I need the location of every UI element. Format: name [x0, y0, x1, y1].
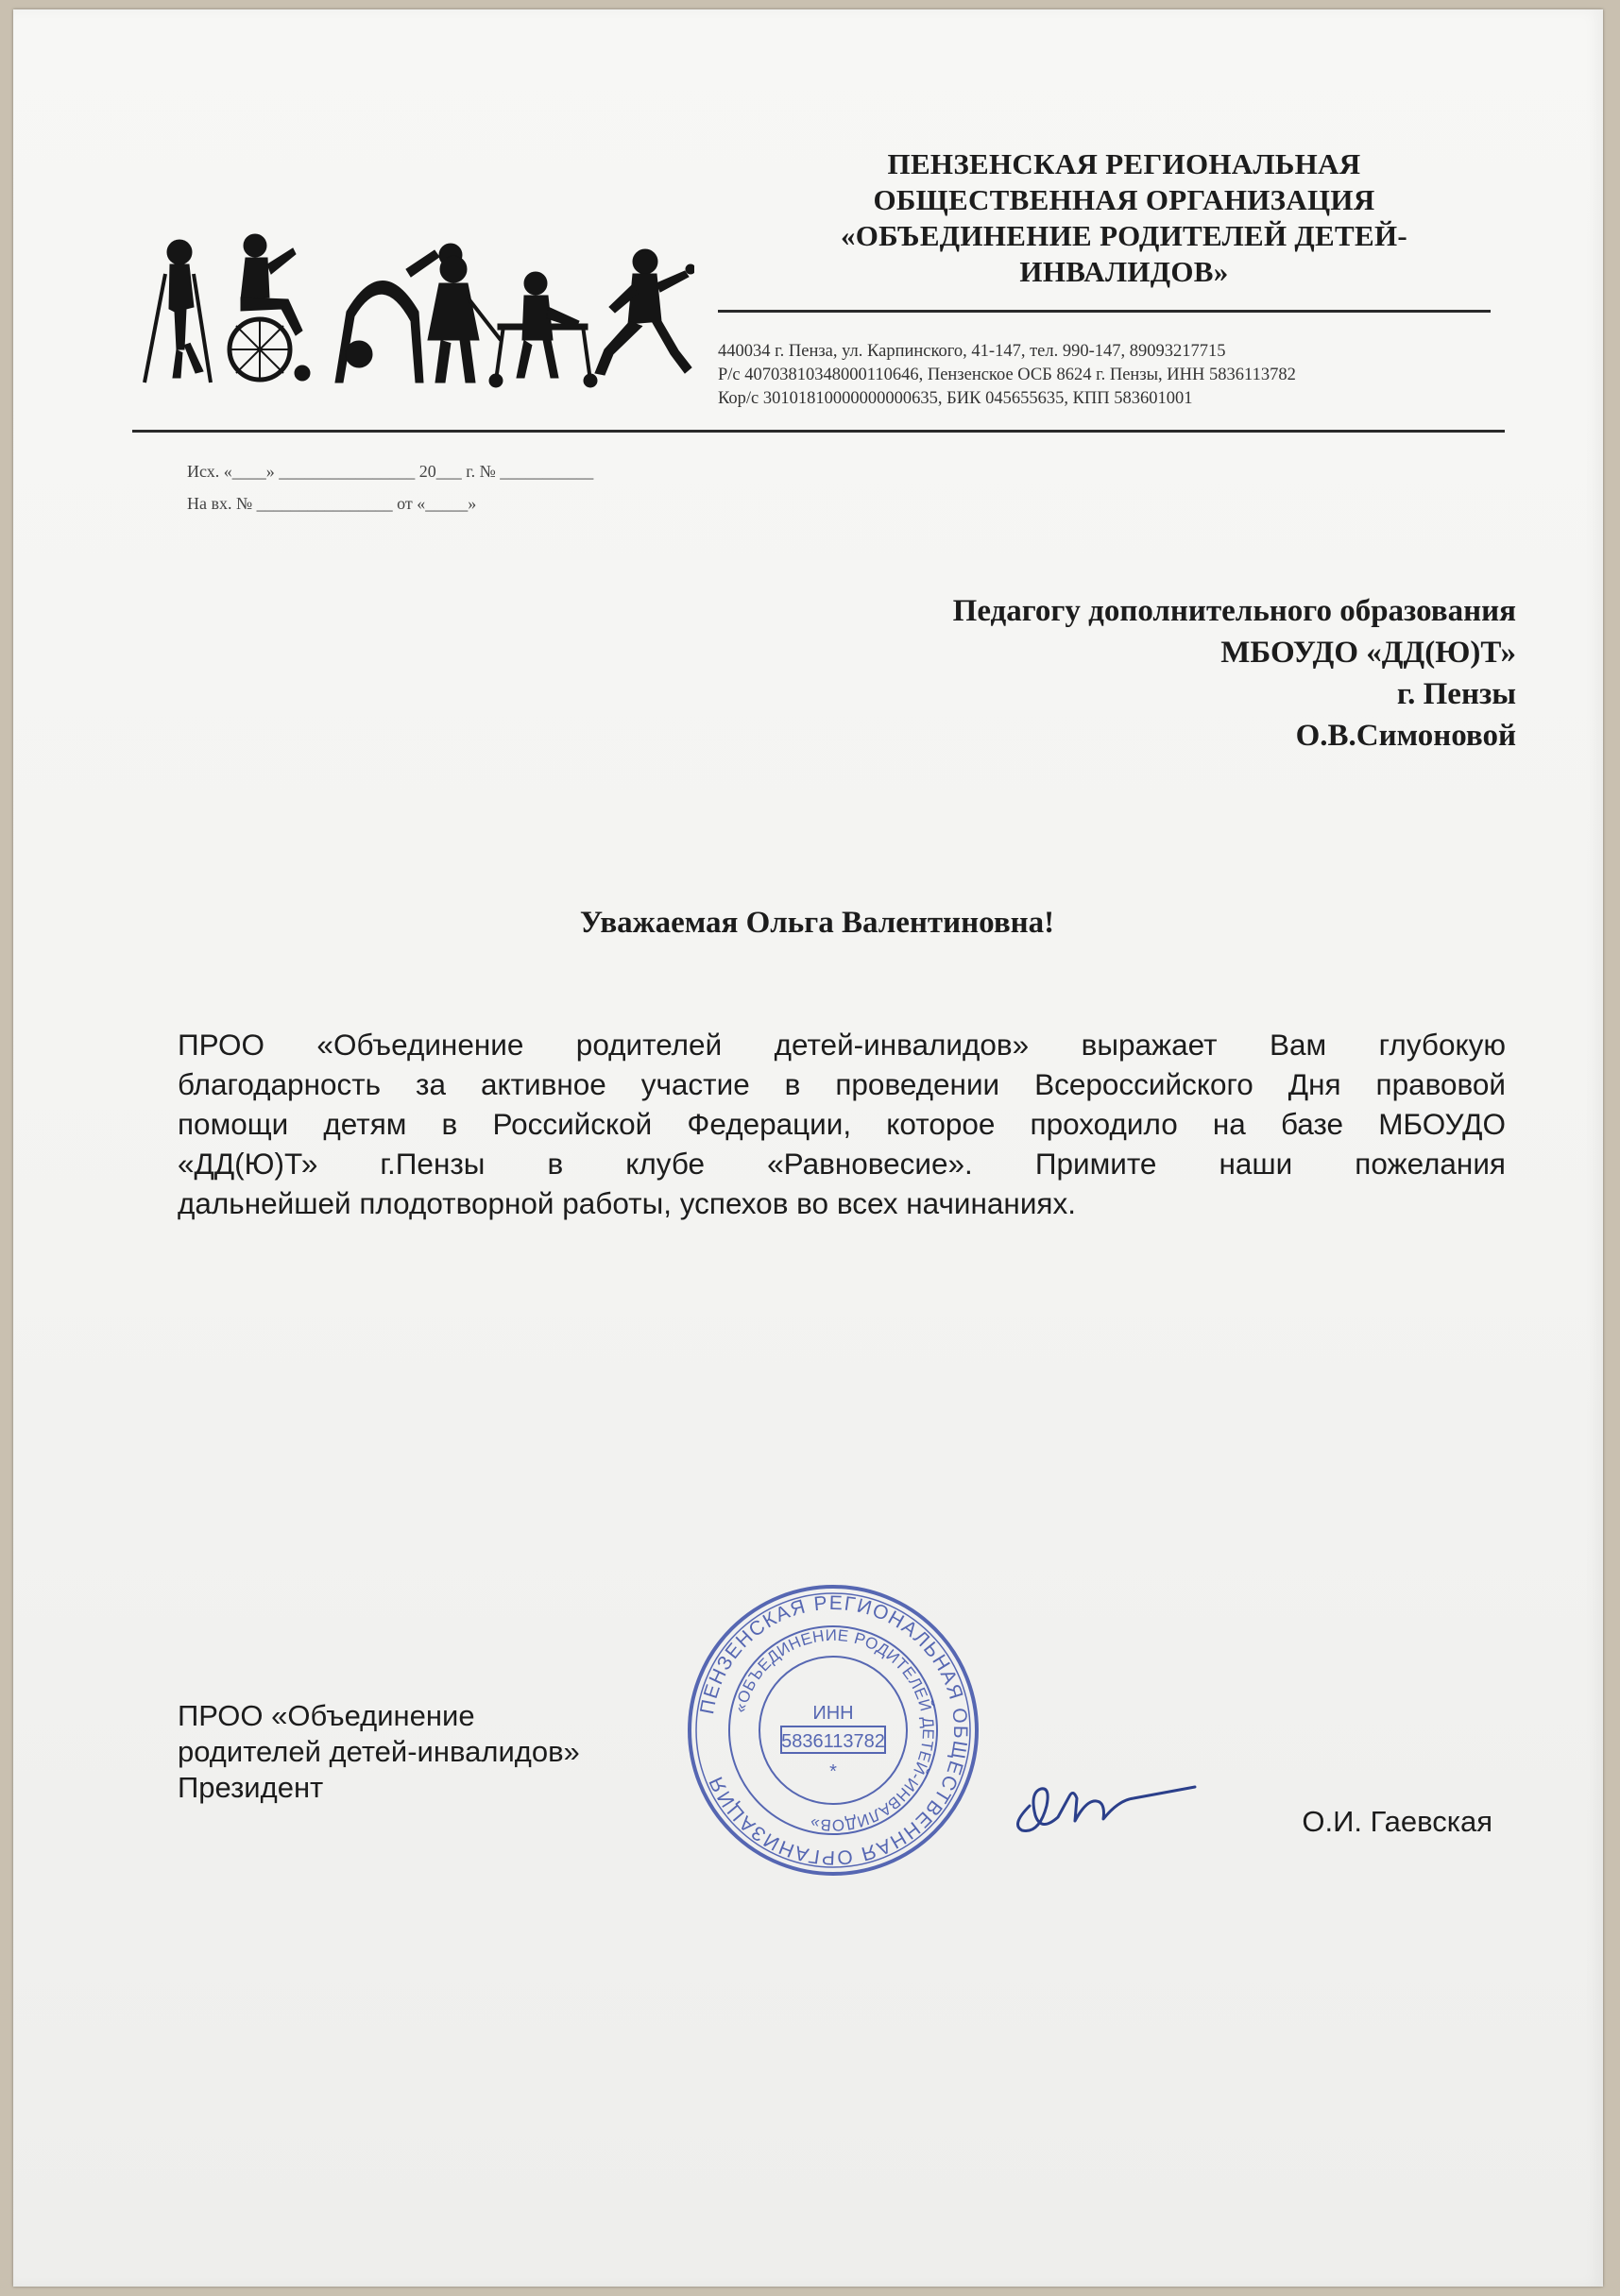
child-in-wheelchair-figure: [230, 234, 310, 381]
stamp-inner-text: «ОБЪЕДИНЕНИЕ РОДИТЕЛЕЙ ДЕТЕЙ-ИНВАЛИДОВ»: [730, 1625, 938, 1835]
running-child-figure: [595, 249, 694, 375]
organization-address: [718, 340, 1474, 411]
handwritten-signature: [1001, 1740, 1219, 1844]
official-stamp: [682, 1579, 984, 1881]
address-line: 440034 г. Пенза, ул. Карпинского, 41-147, тел. 990-147, 89093217715: [718, 342, 1226, 361]
signature-org-line: ПРОО «Объединение: [178, 1699, 475, 1732]
address-line: Кор/с 30101810000000000635, БИК 045655635, КПП 583601001: [718, 389, 1193, 408]
body-line: помощи детям в Российской Федерации, которое проходило на базе МБОУДО: [178, 1107, 1506, 1141]
incoming-reference: На вх. № ________________ от «_____»: [187, 494, 477, 513]
letterhead-divider: [132, 430, 1505, 433]
child-with-walker-figure: [489, 272, 597, 387]
body-line: благодарность за активное участие в проведении Всероссийского Дня правовой: [178, 1067, 1506, 1101]
children-silhouettes-logo: [128, 231, 694, 392]
letterhead-divider-short: [718, 310, 1491, 313]
stamp-star-icon: *: [829, 1761, 837, 1782]
letter-body: [178, 1025, 1506, 1223]
addressee-line: О.В.Симоновой: [1295, 719, 1516, 753]
address-line: Р/с 40703810348000110646, Пензенское ОСБ 8624 г. Пензы, ИНН 5836113782: [718, 366, 1296, 384]
addressee-line: г. Пензы: [1396, 677, 1516, 711]
org-title-line: ПЕНЗЕНСКАЯ РЕГИОНАЛЬНАЯ: [887, 147, 1361, 180]
stamp-inn-label: ИНН: [812, 1703, 854, 1724]
org-title-line: ОБЩЕСТВЕННАЯ ОРГАНИЗАЦИЯ: [873, 183, 1375, 216]
addressee-line: МБОУДО «ДД(Ю)Т»: [1220, 636, 1516, 670]
stamp-inn-value: 5836113782: [781, 1731, 885, 1752]
body-line: «ДД(Ю)Т» г.Пензы в клубе «Равновесие». Примите наши пожелания: [178, 1147, 1506, 1181]
signer-name: О.И. Гаевская: [1302, 1805, 1492, 1838]
organization-title: [775, 146, 1474, 290]
reference-fields: [187, 455, 792, 519]
child-with-crutches-figure: [145, 240, 211, 383]
org-title-line: «ОБЪЕДИНЕНИЕ РОДИТЕЛЕЙ ДЕТЕЙ-: [840, 219, 1408, 252]
org-title-line: ИНВАЛИДОВ»: [1019, 255, 1229, 288]
signature-organization-block: [178, 1698, 707, 1806]
salutation: Уважаемая Ольга Валентиновна!: [579, 906, 1055, 940]
signature-org-line: родителей детей-инвалидов»: [178, 1735, 580, 1768]
outgoing-reference: Исх. «____» ________________ 20___ г. № ___________: [187, 462, 594, 481]
stamp-outer-text: ПЕНЗЕНСКАЯ РЕГИОНАЛЬНАЯ ОБЩЕСТВЕННАЯ ОРГАНИЗАЦИЯ: [696, 1591, 972, 1869]
child-with-cane-figure: [428, 256, 501, 383]
addressee-line: Педагогу дополнительного образования: [952, 594, 1516, 628]
body-line: ПРОО «Объединение родителей детей-инвалидов» выражает Вам глубокую: [178, 1028, 1506, 1062]
addressee-block: [661, 590, 1516, 757]
signature-position: Президент: [178, 1771, 324, 1804]
body-line: дальнейшей плодотворной работы, успехов во всех начинаниях.: [178, 1186, 1076, 1220]
